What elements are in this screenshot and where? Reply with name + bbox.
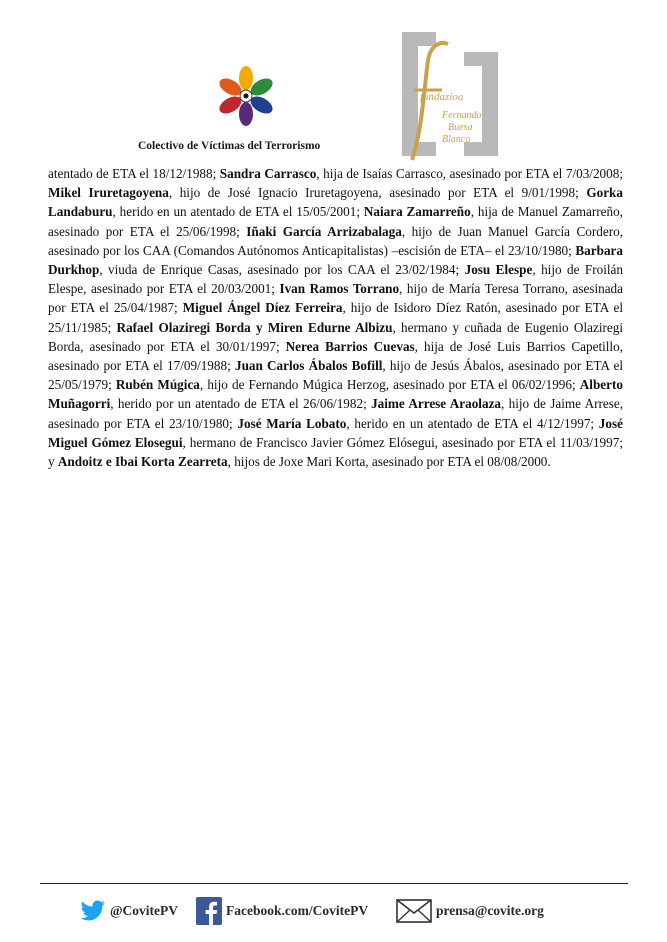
covite-organization-name: Colectivo de Víctimas del Terrorismo bbox=[138, 140, 321, 152]
twitter-bird-icon bbox=[80, 900, 106, 922]
victim-name: José María Lobato bbox=[237, 415, 347, 431]
body-text-segment: , hijo de Jaime Arrese, asesinado por ETA el 23/10/1980; bbox=[48, 396, 624, 431]
body-text-segment: atentado de ETA el 18/12/1988; bbox=[48, 166, 220, 181]
victim-name: Sandra Carrasco bbox=[219, 166, 317, 181]
twitter-handle-text: @CovitePV bbox=[110, 903, 179, 918]
victim-name: José Miguel Gómez Elosegui bbox=[48, 415, 623, 450]
facebook-icon bbox=[196, 897, 222, 925]
body-text-segment: , herido en un atentado de ETA el 15/05/2001; bbox=[112, 204, 364, 220]
fbb-logo-text-3: Buesa bbox=[448, 122, 473, 133]
envelope-icon bbox=[396, 899, 432, 923]
email-address-text: prensa@covite.org bbox=[436, 903, 544, 918]
body-text-segment: , hijo de José Ignacio Iruretagoyena, asesinado por ETA el 9/01/1998; bbox=[168, 185, 587, 201]
body-text-segment: , herido en un atentado de ETA el 4/12/1997; bbox=[346, 415, 599, 431]
body-text-segment: , hijo de Fernando Múgica Herzog, asesinado por ETA el 06/02/1996; bbox=[199, 377, 580, 393]
fbb-logo-text-1: fundazioa bbox=[420, 91, 464, 103]
victim-name: Andoitz e Ibai Korta Zearreta bbox=[57, 454, 228, 470]
fbb-logo-text-4: Blanco bbox=[442, 134, 471, 145]
body-text-segment: , viuda de Enrique Casas, asesinado por los CAA el 23/02/1984; bbox=[99, 262, 465, 278]
body-text-segment: , hija de José Luis Barrios Capetillo, asesinado por ETA el 17/09/1988; bbox=[48, 338, 623, 374]
victim-name: Miguel Ángel Díez Ferreira bbox=[182, 300, 343, 316]
victim-name: Barbara Durkhop bbox=[48, 242, 623, 278]
victim-name: Josu Elespe bbox=[464, 262, 533, 278]
body-text-segment: , hermano de Francisco Javier Gómez Elósegui, asesinado por ETA el 11/03/1997; y bbox=[48, 434, 623, 470]
facebook-link-text: Facebook.com/CovitePV bbox=[226, 903, 369, 918]
email-address[interactable] bbox=[396, 896, 544, 926]
page-footer bbox=[0, 896, 667, 926]
page-header bbox=[0, 0, 667, 170]
victim-name: Jaime Arrese Araolaza bbox=[371, 396, 502, 412]
victim-name: Mikel Iruretagoyena bbox=[48, 185, 169, 201]
victim-name: Iñaki García Arrizabalaga bbox=[246, 223, 402, 239]
victim-name: Rafael Olaziregi Borda y Miren Edurne Albizu bbox=[116, 319, 393, 335]
footer-divider bbox=[40, 883, 628, 884]
victim-name: Juan Carlos Ábalos Bofill bbox=[234, 358, 383, 374]
body-text-segment: , hijo de Jesús Ábalos, asesinado por ETA el 25/05/1979; bbox=[48, 358, 623, 393]
body-text-segment: , hijo de Juan Manuel García Cordero, asesinado por los CAA (Comandos Autónomos Anticapitalistas) –escisión de ETA– el 23/10/1980; bbox=[48, 223, 623, 258]
facebook-link[interactable] bbox=[196, 896, 368, 926]
victim-name: Nerea Barrios Cuevas bbox=[285, 338, 415, 354]
body-text-segment: , hija de Manuel Zamarreño, asesinado por ETA el 25/06/1998; bbox=[48, 204, 623, 239]
twitter-handle[interactable] bbox=[80, 896, 178, 926]
fbb-logo-text-2: Fernando bbox=[442, 110, 482, 121]
victim-name: Ivan Ramos Torrano bbox=[279, 281, 400, 297]
victim-name: Naiara Zamarreño bbox=[363, 204, 471, 220]
body-text-segment: , hija de Isaías Carrasco, asesinado por ETA el 7/03/2008; bbox=[316, 166, 623, 181]
fundazioa-fernando-buesa-blanco-logo bbox=[382, 30, 500, 162]
body-paragraph bbox=[48, 164, 623, 471]
body-text-segment: , hijo de Isidoro Díez Ratón, asesinado por ETA el 25/11/1985; bbox=[48, 300, 624, 335]
body-text-segment: , herido por un atentado de ETA el 26/06/1982; bbox=[110, 396, 372, 412]
victim-name: Rubén Múgica bbox=[115, 377, 200, 393]
body-text-segment: , hijo de Froilán Elespe, asesinado por ETA el 20/03/2001; bbox=[48, 262, 623, 297]
victim-name: Alberto Muñagorri bbox=[48, 377, 623, 412]
body-text-segment: , hijos de Joxe Mari Korta, asesinado por ETA el 08/08/2000. bbox=[227, 454, 551, 470]
victim-name: Gorka Landaburu bbox=[48, 185, 623, 220]
body-text-segment: , hijo de María Teresa Torrano, asesinada por ETA el 25/04/1987; bbox=[48, 281, 623, 316]
body-text-segment: , hermano y cuñada de Eugenio Olaziregi Borda, asesinado por ETA el 30/01/1997; bbox=[48, 319, 623, 354]
covite-flower-logo bbox=[216, 64, 276, 134]
